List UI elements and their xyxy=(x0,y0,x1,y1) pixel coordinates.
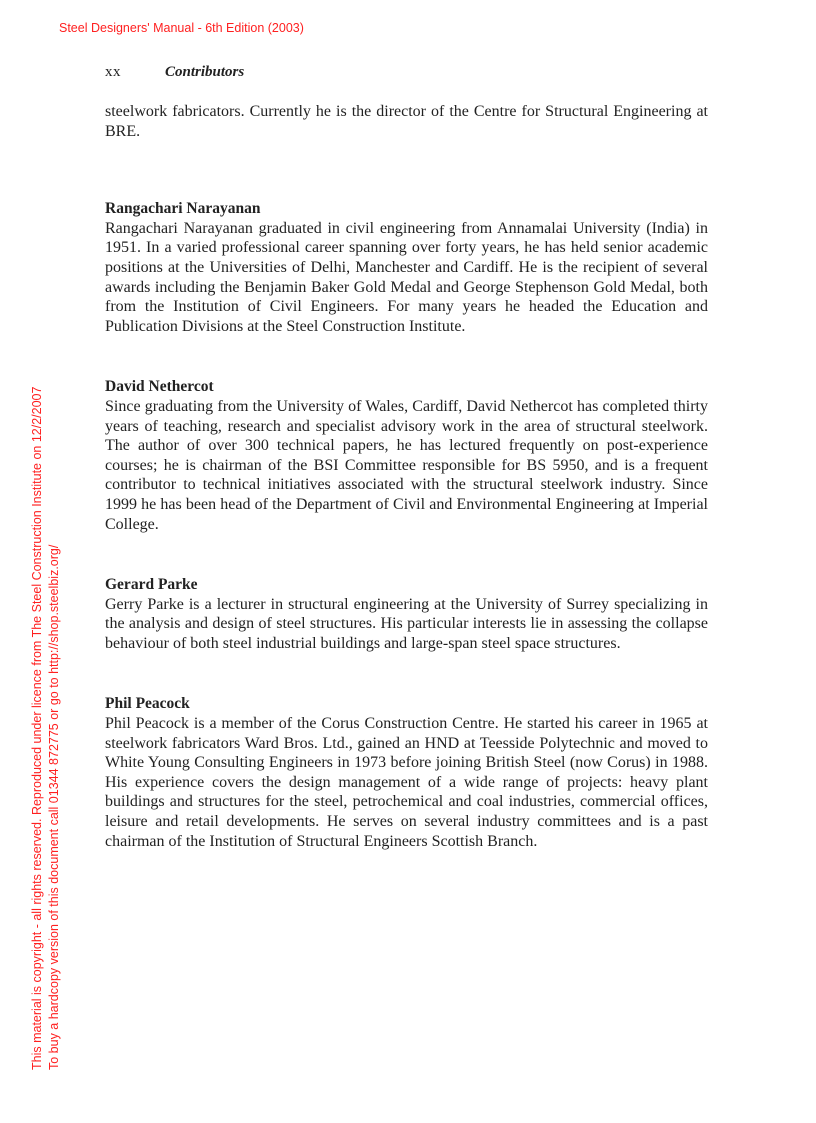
contributor-bio: Phil Peacock is a member of the Corus Construction Centre. He started his career in 1965 at steelwork fabricators Ward Bros. Ltd., gained an HND at Teesside Polytechnic and moved to White Young Consulting Engineers in 1973 before joining British Steel (now Corus) in 1988. His experience covers the design management of a wide range of projects: heavy plant buildings and structures for the steel, petrochemical and coal industries, commercial offices, leisure and retail developments. He serves on several industry committees and is a past chairman of the Institution of Structural Engineers Scottish Branch. xyxy=(105,715,708,850)
page-number: xx xyxy=(105,64,121,80)
copyright-notice: This material is copyright - all rights reserved. Reproduced under licence from The Steel Construction Institute on 12/2/2007 xyxy=(30,386,44,1070)
contributor-name: David Nethercot xyxy=(105,378,214,396)
contributor-entry xyxy=(105,199,708,336)
contributor-bio: Rangachari Narayanan graduated in civil engineering from Annamalai University (India) in 1951. In a varied professional career spanning over forty years, he has held senior academic positions at the Universities of Delhi, Manchester and Cardiff. He is the recipient of several awards including the Benjamin Baker Gold Medal and George Stephenson Gold Medal, both from the Institution of Civil Engineers. For many years he headed the Education and Publication Divisions at the Steel Construction Institute. xyxy=(105,219,708,335)
contributor-bio: Since graduating from the University of Wales, Cardiff, David Nethercot has completed thirty years of teaching, research and specialist advisory work in the area of structural steelwork. The author of over 300 technical papers, he has lectured frequently on post-experience courses; he is chairman of the BSI Committee responsible for BS 5950, and is a frequent contributor to technical initiatives associated with the structural steelwork industry. Since 1999 he has been head of the Department of Civil and Environmental Engineering at Imperial College. xyxy=(105,397,708,533)
contributor-name: Gerard Parke xyxy=(105,576,198,594)
contributor-entry xyxy=(105,377,708,534)
contributor-entry xyxy=(105,694,708,851)
contributor-bio: Gerry Parke is a lecturer in structural engineering at the University of Surrey specializing in the analysis and design of steel structures. His particular interests lie in assessing the collapse behaviour of both steel industrial buildings and large-span steel space structures. xyxy=(105,595,708,652)
running-head xyxy=(105,64,244,81)
contributor-name: Phil Peacock xyxy=(105,695,190,713)
watermark-header: Steel Designers' Manual - 6th Edition (2003) xyxy=(59,21,304,35)
contributor-entry xyxy=(105,575,708,653)
section-title: Contributors xyxy=(165,64,245,80)
purchase-notice: To buy a hardcopy version of this document call 01344 872775 or go to http://shop.steelbiz.org/ xyxy=(47,544,61,1070)
contributor-name: Rangachari Narayanan xyxy=(105,200,261,218)
continuation-paragraph: steelwork fabricators. Currently he is the director of the Centre for Structural Engineering at BRE. xyxy=(105,103,708,140)
page-body xyxy=(105,102,708,851)
